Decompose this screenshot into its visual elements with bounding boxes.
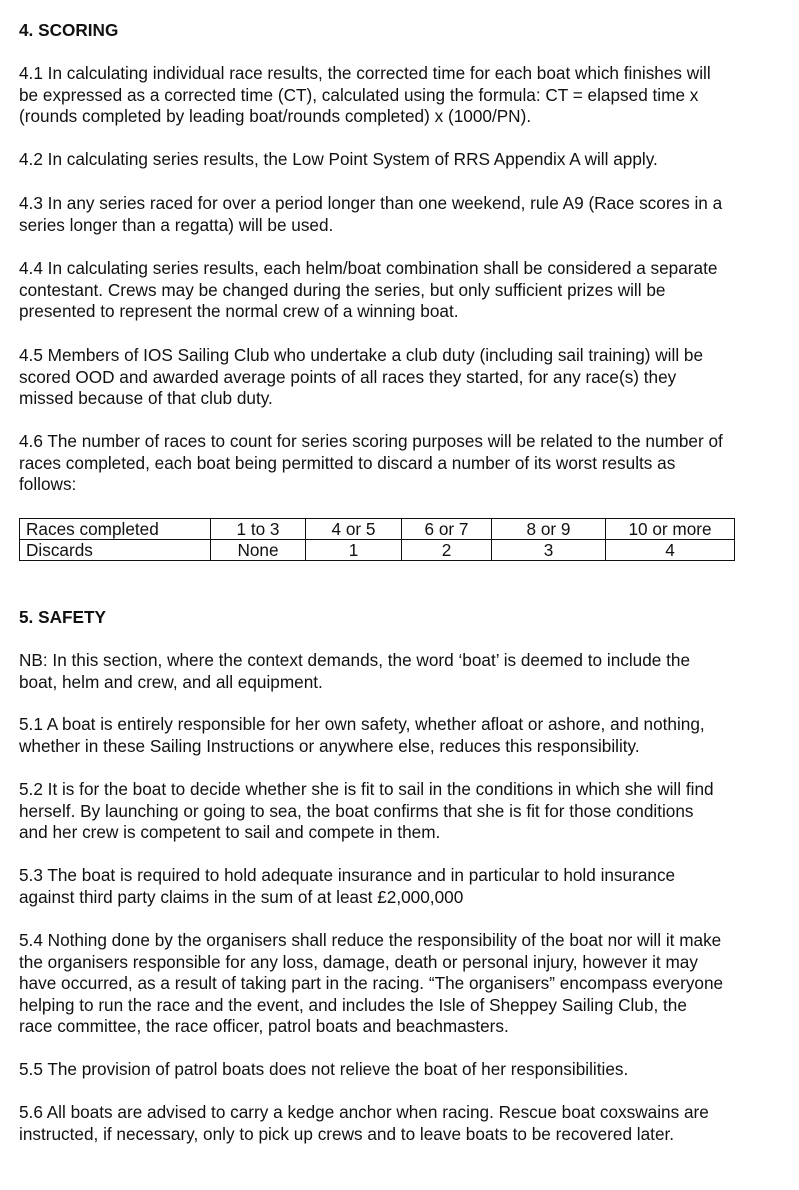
text-line: 5.1 A boat is entirely responsible for her own safety, whether afloat or ashore, and nothing, xyxy=(19,714,705,734)
text-line: instructed, if necessary, only to pick up crews and to leave boats to be recovered later. xyxy=(19,1123,675,1144)
paragraph-4-6 xyxy=(19,431,795,496)
text-line: 4.5 Members of IOS Sailing Club who undertake a club duty (including sail training) will be xyxy=(19,345,704,365)
text-line: helping to run the race and the event, and includes the Isle of Sheppey Sailing Club, the xyxy=(19,994,687,1015)
text-line: whether in these Sailing Instructions or anywhere else, reduces this responsibility. xyxy=(19,735,640,756)
paragraph-5-3 xyxy=(19,865,795,908)
paragraph-5-1 xyxy=(19,714,795,757)
discards-table xyxy=(19,518,735,561)
table-cell: 1 to 3 xyxy=(211,519,306,540)
text-line: and her crew is competent to sail and compete in them. xyxy=(19,822,441,843)
text-line: missed because of that club duty. xyxy=(19,388,273,409)
text-line: boat, helm and crew, and all equipment. xyxy=(19,671,323,692)
paragraph-5-2 xyxy=(19,779,795,844)
section-4-heading: 4. SCORING xyxy=(19,20,119,40)
table-row xyxy=(20,519,735,540)
table-cell: 3 xyxy=(492,540,606,561)
text-line: 5.4 Nothing done by the organisers shall reduce the responsibility of the boat nor will it make xyxy=(19,930,722,950)
text-line: scored OOD and awarded average points of all races they started, for any race(s) they xyxy=(19,366,677,387)
text-line: presented to represent the normal crew of a winning boat. xyxy=(19,301,459,322)
paragraph-nb xyxy=(19,650,795,693)
text-line: 4.4 In calculating series results, each helm/boat combination shall be considered a separate xyxy=(19,258,718,278)
text-line: races completed, each boat being permitted to discard a number of its worst results as xyxy=(19,452,676,473)
table-cell: 10 or more xyxy=(606,519,735,540)
paragraph-4-5 xyxy=(19,345,795,410)
paragraph-4-1 xyxy=(19,63,795,128)
text-line: herself. By launching or going to sea, the boat confirms that she is fit for those conditions xyxy=(19,800,694,821)
text-line: 4.3 In any series raced for over a period longer than one weekend, rule A9 (Race scores in a xyxy=(19,193,723,213)
table-cell: Discards xyxy=(20,540,211,561)
text-line: series longer than a regatta) will be used. xyxy=(19,214,334,235)
table-cell: Races completed xyxy=(20,519,211,540)
paragraph-4-3 xyxy=(19,193,795,236)
paragraph-5-4 xyxy=(19,930,795,1038)
text-line: have occurred, as a result of taking part in the racing. “The organisers” encompass everyone xyxy=(19,973,724,994)
text-line: 4.1 In calculating individual race results, the corrected time for each boat which finishes will xyxy=(19,63,711,83)
table-cell: 4 or 5 xyxy=(306,519,402,540)
text-line: follows: xyxy=(19,474,77,495)
text-line: the organisers responsible for any loss, damage, death or personal injury, however it may xyxy=(19,951,698,972)
text-line: (rounds completed by leading boat/rounds completed) x (1000/PN). xyxy=(19,106,532,127)
text-line: NB: In this section, where the context demands, the word ‘boat’ is deemed to include the xyxy=(19,650,691,670)
text-line: 4.2 In calculating series results, the Low Point System of RRS Appendix A will apply. xyxy=(19,149,658,169)
text-line: 5.5 The provision of patrol boats does not relieve the boat of her responsibilities. xyxy=(19,1059,629,1079)
table-cell: 2 xyxy=(402,540,492,561)
paragraph-5-6 xyxy=(19,1102,795,1145)
table-cell: None xyxy=(211,540,306,561)
paragraph-4-4 xyxy=(19,258,795,323)
text-line: 5.2 It is for the boat to decide whether she is fit to sail in the conditions in which she will find xyxy=(19,779,714,799)
paragraph-4-2 xyxy=(19,149,795,171)
table-cell: 1 xyxy=(306,540,402,561)
paragraph-5-5 xyxy=(19,1059,795,1081)
text-line: contestant. Crews may be changed during the series, but only sufficient prizes will be xyxy=(19,279,666,300)
table-cell: 8 or 9 xyxy=(492,519,606,540)
text-line: be expressed as a corrected time (CT), calculated using the formula: CT = elapsed time x xyxy=(19,84,699,105)
table-row xyxy=(20,540,735,561)
table-cell: 4 xyxy=(606,540,735,561)
table-cell: 6 or 7 xyxy=(402,519,492,540)
text-line: race committee, the race officer, patrol boats and beachmasters. xyxy=(19,1016,509,1037)
text-line: 5.6 All boats are advised to carry a kedge anchor when racing. Rescue boat coxswains are xyxy=(19,1102,709,1122)
text-line: 5.3 The boat is required to hold adequate insurance and in particular to hold insurance xyxy=(19,865,676,885)
text-line: against third party claims in the sum of at least £2,000,000 xyxy=(19,886,464,907)
section-5-heading: 5. SAFETY xyxy=(19,607,106,627)
text-line: 4.6 The number of races to count for series scoring purposes will be related to the number of xyxy=(19,431,723,451)
